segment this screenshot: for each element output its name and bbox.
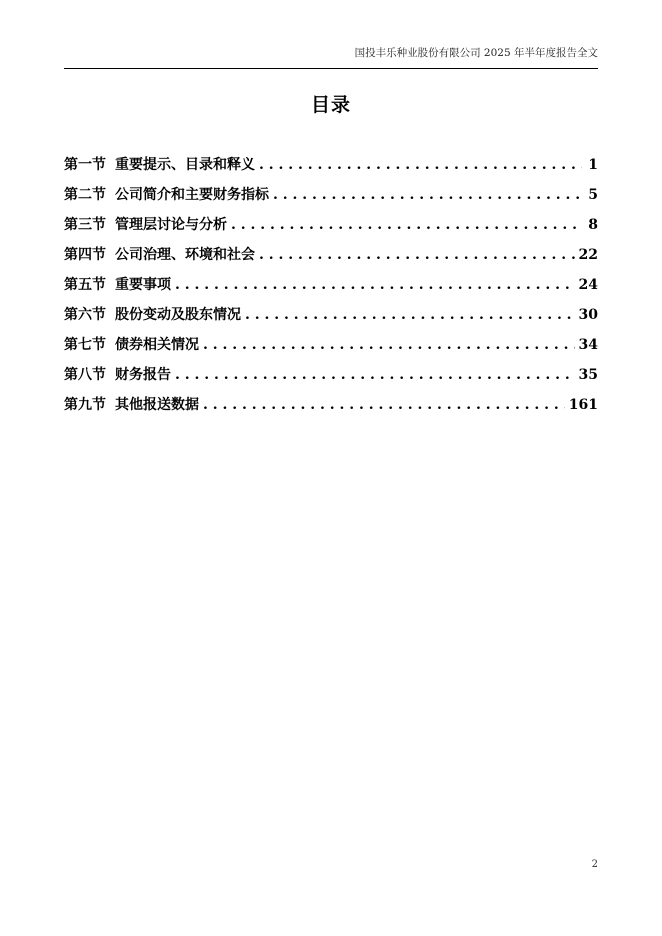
toc-entry-3[interactable] xyxy=(64,215,598,245)
toc-page-number: 5 xyxy=(588,187,598,203)
toc-page-number: 22 xyxy=(578,247,598,263)
toc-dot-leader xyxy=(175,365,575,385)
toc-dot-leader xyxy=(231,215,582,235)
page-title: 目录 xyxy=(310,94,351,116)
toc-section-number: 第八节 xyxy=(64,367,106,383)
toc-section-title: 财务报告 xyxy=(115,367,171,383)
toc-dot-leader xyxy=(175,275,575,295)
toc-section-title: 公司简介和主要财务指标 xyxy=(115,187,269,203)
toc-dot-leader xyxy=(259,155,582,175)
toc-section-number: 第一节 xyxy=(64,157,106,173)
toc-section-number: 第四节 xyxy=(64,247,106,263)
toc-page-number: 161 xyxy=(568,397,598,413)
toc-entry-5[interactable] xyxy=(64,275,598,305)
toc-section-number: 第九节 xyxy=(64,397,106,413)
toc-section-number: 第三节 xyxy=(64,217,106,233)
toc-page-number: 34 xyxy=(578,337,598,353)
footer-page-number: 2 xyxy=(591,859,598,870)
toc-page-number: 1 xyxy=(588,157,598,173)
table-of-contents xyxy=(64,155,598,425)
header-text: 国投丰乐种业股份有限公司 2025 年半年度报告全文 xyxy=(354,47,598,59)
toc-entry-1[interactable] xyxy=(64,155,598,185)
toc-section-number: 第七节 xyxy=(64,337,106,353)
toc-page-number: 8 xyxy=(588,217,598,233)
toc-section-title: 股份变动及股东情况 xyxy=(115,307,241,323)
toc-dot-leader xyxy=(245,305,575,325)
toc-dot-leader xyxy=(203,335,575,355)
toc-section-title: 债券相关情况 xyxy=(115,337,199,353)
toc-section-title: 公司治理、环境和社会 xyxy=(115,247,255,263)
toc-page-number: 35 xyxy=(578,367,598,383)
toc-section-title: 管理层讨论与分析 xyxy=(115,217,227,233)
toc-dot-leader xyxy=(273,185,582,205)
toc-entry-9[interactable] xyxy=(64,395,598,425)
page-header xyxy=(64,46,598,69)
toc-page-number: 30 xyxy=(578,307,598,323)
toc-page-number: 24 xyxy=(578,277,598,293)
toc-entry-6[interactable] xyxy=(64,305,598,335)
toc-section-title: 重要提示、目录和释义 xyxy=(115,157,255,173)
toc-dot-leader xyxy=(203,395,565,415)
toc-section-number: 第五节 xyxy=(64,277,106,293)
toc-section-number: 第二节 xyxy=(64,187,106,203)
toc-section-title: 其他报送数据 xyxy=(115,397,199,413)
toc-section-number: 第六节 xyxy=(64,307,106,323)
toc-dot-leader xyxy=(259,245,575,265)
toc-entry-8[interactable] xyxy=(64,365,598,395)
toc-entry-2[interactable] xyxy=(64,185,598,215)
toc-section-title: 重要事项 xyxy=(115,277,171,293)
toc-entry-4[interactable] xyxy=(64,245,598,275)
toc-entry-7[interactable] xyxy=(64,335,598,365)
